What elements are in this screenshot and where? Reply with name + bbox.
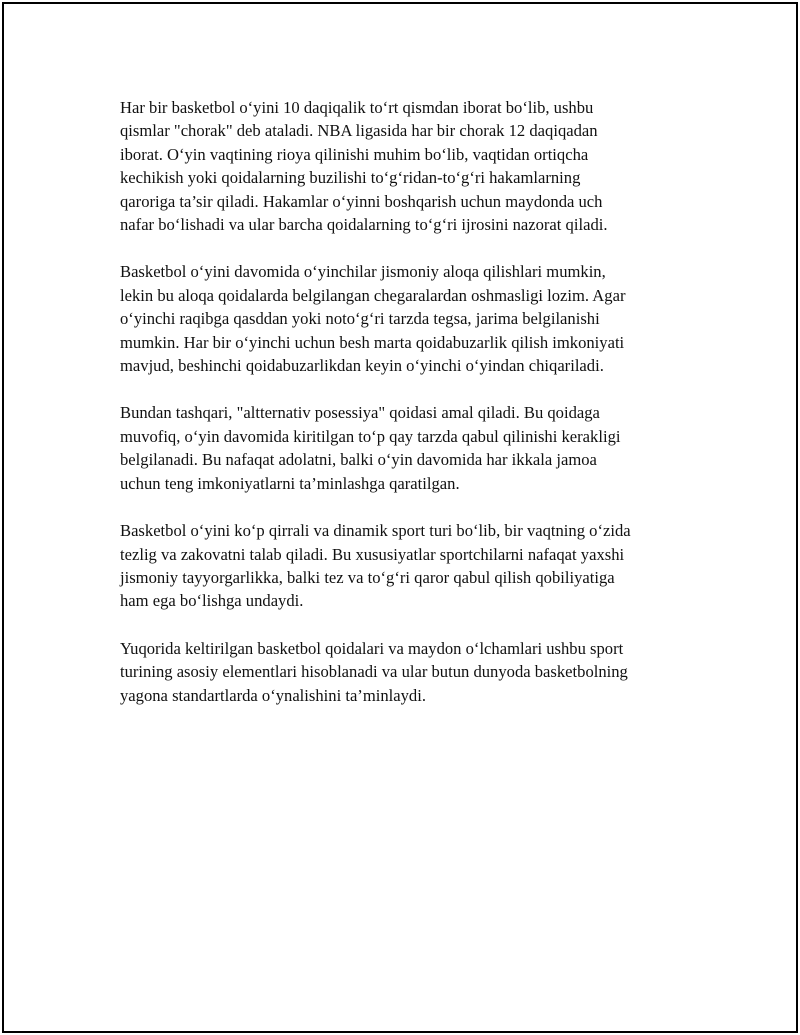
page-frame	[2, 2, 798, 1033]
document-body	[120, 96, 700, 731]
paragraph-1: Har bir basketbol o‘yini 10 daqiqalik to‘rt qismdan iborat bo‘lib, ushbu qismlar "chorak" deb ataladi. NBA ligasida har bir chorak 12 daqiqadan iborat. O‘yin vaqtining rioya qilinishi muhim bo‘lib, vaqtidan ortiqcha kechikish yoki qoidalarning buzilishi to‘g‘ridan-to‘g‘ri hakamlarning qaroriga ta’sir qiladi. Hakamlar o‘yinni boshqarish uchun maydonda uch nafar bo‘lishadi va ular barcha qoidalarning to‘g‘ri ijrosini nazorat qiladi.	[120, 98, 608, 235]
paragraph-4: Basketbol o‘yini ko‘p qirrali va dinamik sport turi bo‘lib, bir vaqtning o‘zida tezlig va zakovatni talab qiladi. Bu xususiyatlar sportchilarni nafaqat yaxshi jismoniy tayyorgarlikka, balki tez va to‘g‘ri qaror qabul qilish qobiliyatiga ham ega bo‘lishga undaydi.	[120, 521, 631, 611]
paragraph-3: Bundan tashqari, "altternativ posessiya" qoidasi amal qiladi. Bu qoidaga muvofiq, o‘yin davomida kiritilgan to‘p qay tarzda qabul qilinishi kerakligi belgilanadi. Bu nafaqat adolatni, balki o‘yin davomida har ikkala jamoa uchun teng imkoniyatlarni ta’minlashga qaratilgan.	[120, 403, 621, 493]
paragraph-5: Yuqorida keltirilgan basketbol qoidalari va maydon o‘lchamlari ushbu sport turining asosiy elementlari hisoblanadi va ular butun dunyoda basketbolning yagona standartlarda o‘ynalishini ta’minlaydi.	[120, 638, 628, 705]
paragraph-2: Basketbol o‘yini davomida o‘yinchilar jismoniy aloqa qilishlari mumkin, lekin bu aloqa qoidalarda belgilangan chegaralardan oshmasligi lozim. Agar o‘yinchi raqibga qasddan yoki noto‘g‘ri tarzda tegsa, jarima belgilanishi mumkin. Har bir o‘yinchi uchun besh marta qoidabuzarlik qilish imkoniyati mavjud, beshinchi qoidabuzarlikdan keyin o‘yinchi o‘yindan chiqariladi.	[120, 262, 626, 376]
